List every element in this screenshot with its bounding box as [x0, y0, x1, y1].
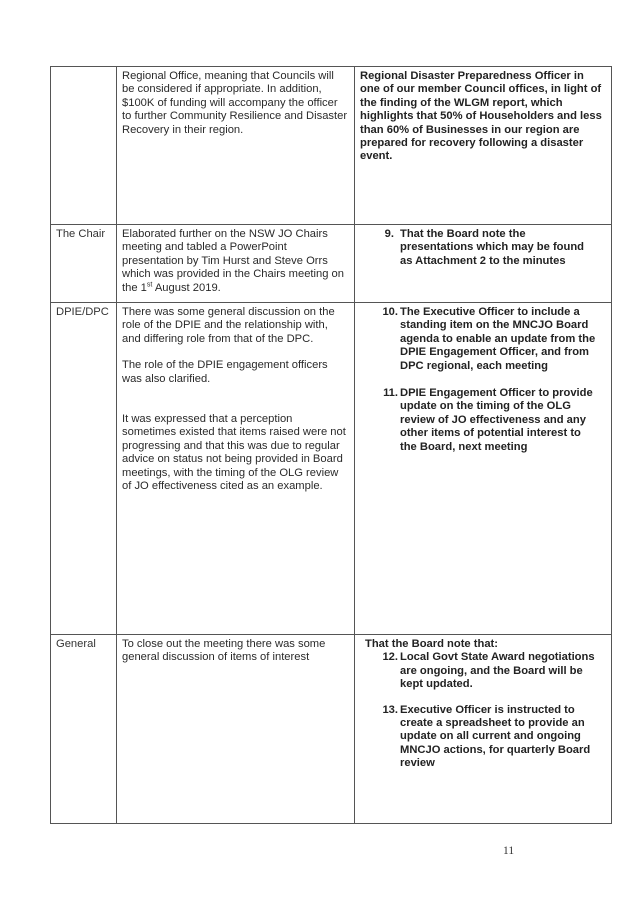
resolution-cell: [355, 67, 612, 225]
minutes-table: [50, 66, 612, 824]
discussion-cell: [117, 635, 355, 824]
resolution-cell: [355, 635, 612, 824]
resolution-item: 12. Local Govt State Award negotiations are ongoing, and the Board will be kept updated.: [382, 651, 595, 691]
topic-cell: General: [51, 635, 117, 824]
table-row: [51, 635, 612, 824]
resolution-item: 10. The Executive Officer to include a standing item on the MNCJO Board agenda to enable an update from the DPIE Engagement Officer, and from DPC regional, each meeting: [382, 306, 596, 372]
discussion-cell: [117, 67, 355, 225]
discussion-paragraph: Elaborated further on the NSW JO Chairs meeting and tabled a PowerPoint presentation by Tim Hurst and Steve Orrs which was provided in the Chairs meeting on the 1st August 2019.: [122, 228, 345, 294]
discussion-cell: [117, 225, 355, 303]
resolution-intro: That the Board note that:: [365, 638, 498, 650]
resolution-cell: [355, 225, 612, 303]
resolution-cell: [355, 303, 612, 635]
table-row: [51, 303, 612, 635]
resolution-text: Regional Disaster Preparedness Officer in one of our member Council offices, in light of the finding of the WLGM report, which highlights that 50% of Householders and less than 60% of Businesses in our region are prepared for recovery following a disaster event.: [360, 70, 602, 163]
resolution-list: [360, 228, 606, 268]
topic-cell: [51, 67, 117, 225]
discussion-paragraph: To close out the meeting there was some general discussion of items of interest: [122, 638, 326, 664]
resolution-item: 9. That the Board note the presentations which may be found as Attachment 2 to the minutes: [384, 228, 584, 267]
discussion-paragraph: It was expressed that a perception sometimes existed that items raised were not progressing and that this was due to regular advice on status not being provided in Board meetings, with the timing of the OLG review of JO effectiveness cited as an example.: [122, 413, 346, 493]
discussion-cell: [117, 303, 355, 635]
resolution-list: [360, 651, 606, 770]
discussion-paragraph: Regional Office, meaning that Councils will be considered if appropriate. In addition, $100K of funding will accompany the officer to further Community Resilience and Disaster Recovery in their region.: [122, 70, 348, 136]
discussion-paragraph: The role of the DPIE engagement officers was also clarified.: [122, 359, 328, 385]
table-row: [51, 67, 612, 225]
table-row: [51, 225, 612, 303]
resolution-item: 11. DPIE Engagement Officer to provide update on the timing of the OLG review of JO effectiveness and any other items of potential interest to the Board, next meeting: [383, 387, 593, 453]
discussion-paragraph: There was some general discussion on the role of the DPIE and the relationship with, and differing role from that of the DPC.: [122, 306, 335, 345]
topic-cell: DPIE/DPC: [51, 303, 117, 635]
resolution-list: [360, 306, 606, 454]
page-number: 11: [503, 845, 515, 857]
topic-cell: The Chair: [51, 225, 117, 303]
resolution-item: 13. Executive Officer is instructed to create a spreadsheet to provide an update on all current and ongoing MNCJO actions, for quarterly Board review: [382, 703, 591, 770]
